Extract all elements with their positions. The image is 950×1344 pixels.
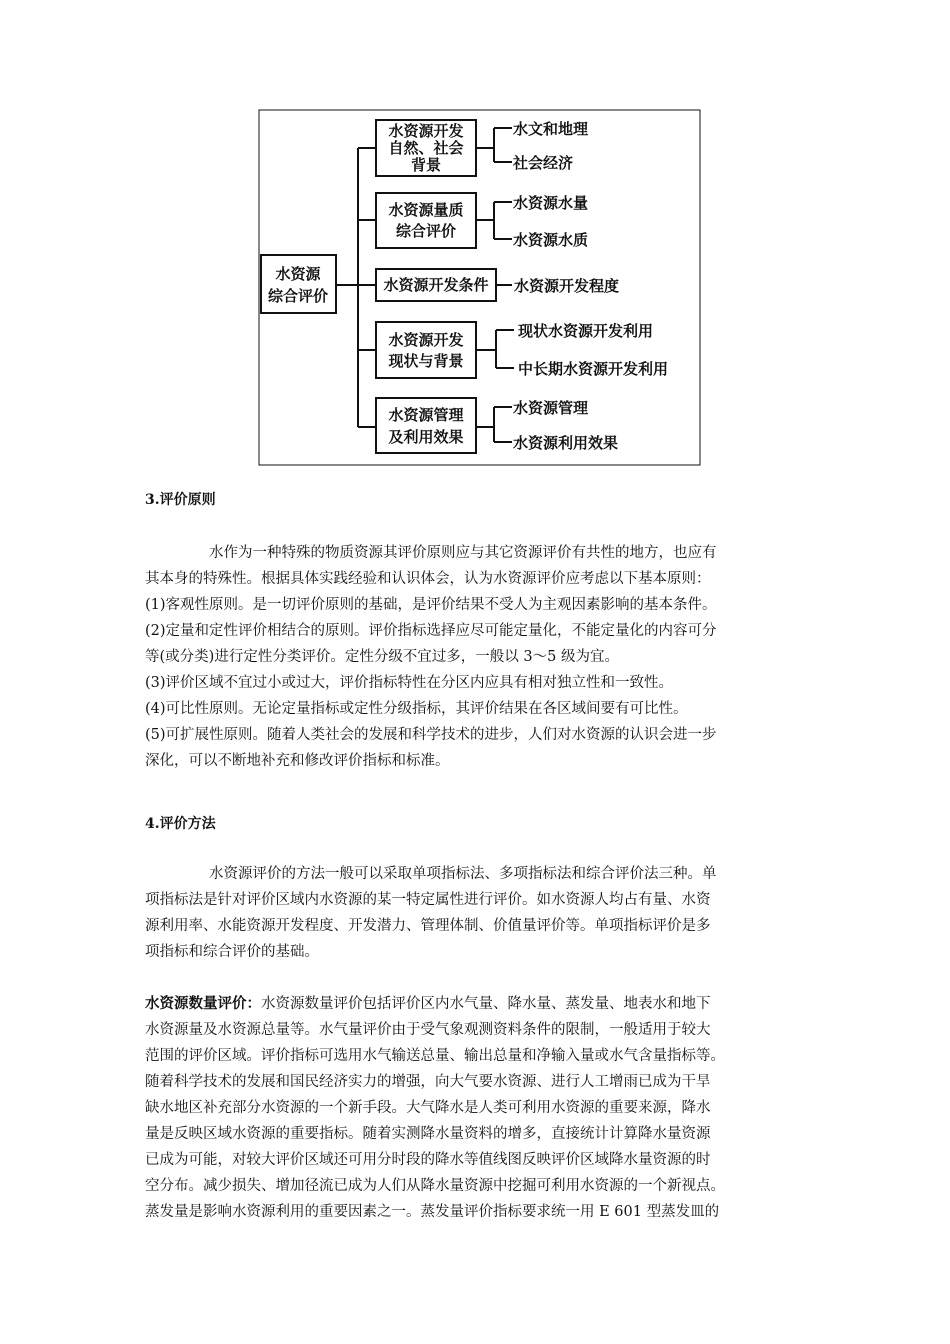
body-line: 等(或分类)进行定性分类评价。定性分级不宜过多，一般以 3～5 级为宜。: [145, 649, 619, 665]
body-line: 水资源评价的方法一般可以采取单项指标法、多项指标法和综合评价法三种。单: [209, 866, 717, 882]
principle-5: (5)可扩展性原则。随着人类社会的发展和科学技术的进步，人们对水资源的认识会进一步: [145, 727, 717, 743]
branch-4-label-line-1: 水资源开发: [388, 331, 464, 349]
root-label-line-1: 水资源: [275, 265, 321, 283]
branch-1-label-line-1: 水资源开发: [388, 122, 464, 140]
principle-2: (2)定量和定性评价相结合的原则。评价指标选择应尽可能定量化，不能定量化的内容可分: [145, 623, 717, 639]
body-line: 量是反映区域水资源的重要指标。随着实测降水量资料的增多，直接统计计算降水量资源: [145, 1126, 711, 1142]
principle-4: (4)可比性原则。无论定量指标或定性分级指标，其评价结果在各区域间要有可比性。: [145, 701, 688, 717]
body-line: 项指标法是针对评价区域内水资源的某一特定属性进行评价。如水资源人均占有量、水资: [145, 892, 711, 908]
leaf-water-management: 水资源管理: [513, 399, 589, 417]
branch-2-label-line-1: 水资源量质: [388, 201, 464, 219]
body-line: 源利用率、水能资源开发程度、开发潜力、管理体制、价值量评价等。单项指标评价是多: [145, 918, 711, 934]
leaf-longterm-utilization: 中长期水资源开发利用: [518, 360, 669, 378]
leaf-current-utilization: 现状水资源开发利用: [518, 322, 654, 340]
body-line: 蒸发量是影响水资源利用的重要因素之一。蒸发量评价指标要求统一用 E 601 型蒸发皿的: [145, 1204, 720, 1220]
body-line: 缺水地区补充部分水资源的一个新手段。大气降水是人类可利用水资源的重要来源，降水: [145, 1100, 711, 1116]
leaf-water-quantity: 水资源水量: [513, 194, 589, 212]
body-line: 项指标和综合评价的基础。: [145, 944, 319, 960]
leaf-social-economy: 社会经济: [513, 154, 574, 172]
principle-3: (3)评价区域不宜过小或过大，评价指标特性在分区内应具有相对独立性和一致性。: [145, 675, 674, 691]
body-line: 范围的评价区域。评价指标可选用水气输送总量、输出总量和净输入量或水气含量指标等。: [145, 1048, 725, 1064]
body-line: 水资源数量评价包括评价区内水气量、降水量、蒸发量、地表水和地下: [261, 996, 711, 1012]
leaf-hydrology-geography: 水文和地理: [513, 120, 589, 138]
evaluation-structure-diagram: [0, 0, 950, 470]
body-line: 空分布。减少损失、增加径流已成为人们从降水量资源中挖掘可利用水资源的一个新视点。: [145, 1178, 725, 1194]
quantity-evaluation-body: [145, 991, 805, 1225]
body-line: 深化，可以不断地补充和修改评价指标和标准。: [145, 753, 450, 769]
leaf-development-degree: 水资源开发程度: [514, 277, 620, 295]
branch-3-label: 水资源开发条件: [383, 276, 489, 294]
leaf-water-quality: 水资源水质: [513, 231, 589, 249]
section-3-heading: 3.评价原则: [145, 492, 216, 508]
branch-1-label-line-2: 自然、社会: [388, 139, 464, 157]
branch-4-label-line-2: 现状与背景: [388, 352, 464, 370]
leaf-utilization-effect: 水资源利用效果: [513, 434, 619, 452]
branch-5-label-line-1: 水资源管理: [388, 406, 464, 424]
body-line: 随着科学技术的发展和国民经济实力的增强，向大气要水资源、进行人工增雨已成为干旱: [145, 1074, 711, 1090]
root-label-line-2: 综合评价: [267, 287, 329, 305]
body-line: 水作为一种特殊的物质资源其评价原则应与其它资源评价有共性的地方，也应有: [209, 545, 717, 561]
section-4-body: [145, 861, 805, 965]
body-line: 其本身的特殊性。根据具体实践经验和认识体会，认为水资源评价应考虑以下基本原则：: [145, 571, 711, 587]
branch-2-label-line-2: 综合评价: [395, 222, 457, 240]
branch-5-label-line-2: 及利用效果: [388, 428, 464, 446]
principle-1: (1)客观性原则。是一切评价原则的基础，是评价结果不受人为主观因素影响的基本条件。: [145, 597, 717, 613]
quantity-evaluation-label: 水资源数量评价：: [145, 995, 261, 1012]
branch-1-label-line-3: 背景: [410, 156, 442, 174]
section-4-heading: 4.评价方法: [145, 816, 216, 832]
section-3-body: [145, 540, 805, 774]
body-line: 水资源量及水资源总量等。水气量评价由于受气象观测资料条件的限制，一般适用于较大: [145, 1022, 711, 1038]
body-line: 已成为可能，对较大评价区域还可用分时段的降水等值线图反映评价区域降水量资源的时: [145, 1152, 711, 1168]
